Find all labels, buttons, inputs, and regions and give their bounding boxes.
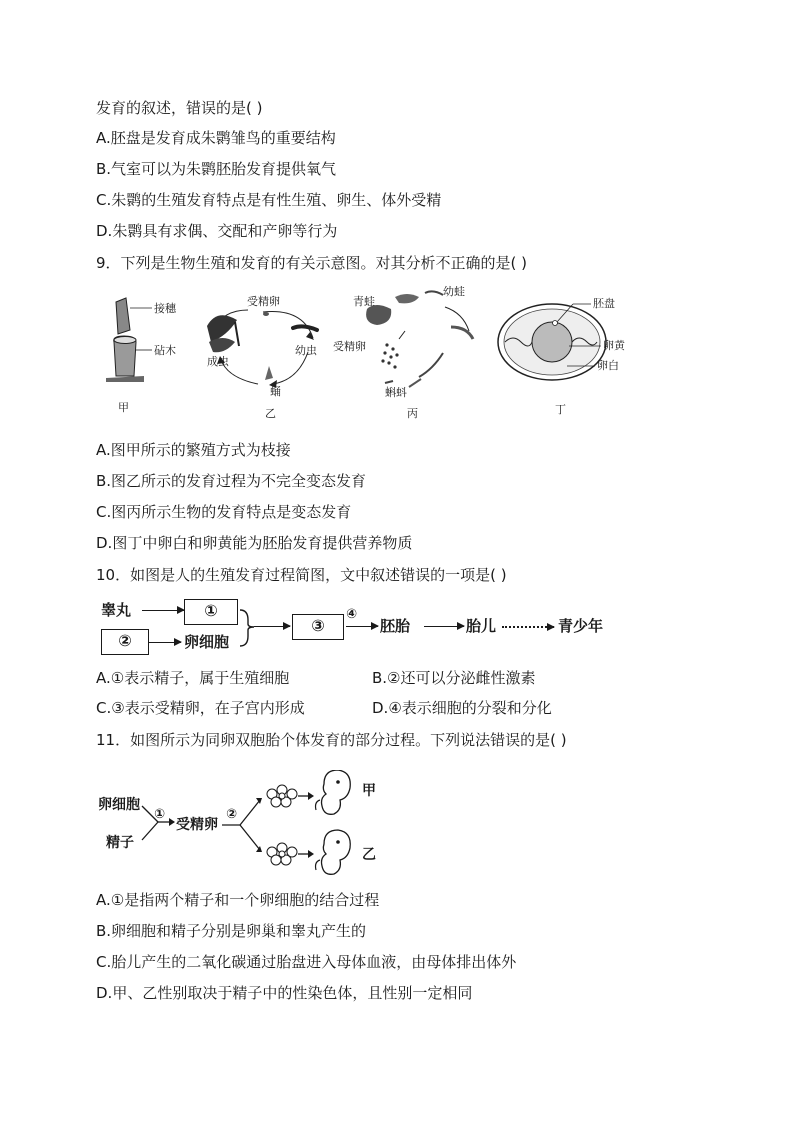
label-teen: 青少年 [558,617,604,635]
q9-option-a: A.图甲所示的繁殖方式为枝接 [96,441,291,459]
label-zygote: 受精卵 [176,817,218,833]
label-yolk: 卵黄 [603,339,625,352]
box-2: ② [101,629,149,655]
label-step-1: ① [154,807,166,822]
box-1: ① [184,599,238,625]
q9-stem: 9．下列是生物生殖和发育的有关示意图。对其分析不正确的是( ) [96,254,528,272]
arrow-testis-to-1 [142,610,184,611]
label-larva: 幼虫 [295,344,317,357]
q8-option-a: A.胚盘是发育成朱鹮雏鸟的重要结构 [96,129,336,147]
label-fetus: 胎儿 [466,617,497,635]
caption-ding: 丁 [555,403,566,416]
label-frog: 青蛙 [353,295,375,308]
q11-option-c: C.胎儿产生的二氧化碳通过胎盘进入母体血液，由母体排出体外 [96,953,517,971]
arrow-embryo-to-fetus [424,626,464,627]
q9-figure-ding [495,290,635,425]
q9-option-c: C.图丙所示生物的发育特点是变态发育 [96,503,352,521]
q9-option-d: D.图丁中卵白和卵黄能为胚胎发育提供营养物质 [96,534,413,552]
q11-figure [96,760,396,880]
q10-option-c: C.③表示受精卵，在子宫内形成 [96,699,305,717]
q11-stem: 11．如图所示为同卵双胞胎个体发育的部分过程。下列说法错误的是( ) [96,731,567,749]
label-embryo: 胚胎 [380,617,411,635]
label-tadpole: 蝌蚪 [385,386,407,399]
label-step-4: ④ [346,607,358,622]
label-twin-jia: 甲 [362,783,376,799]
label-rootstock: 砧木 [154,344,176,357]
q9-figure-jia [104,290,194,420]
label-albumen: 卵白 [597,359,619,372]
label-sperm: 精子 [106,835,134,851]
label-adult: 成虫 [207,355,229,368]
label-egg-cell: 卵细胞 [184,633,230,651]
label-frog-egg: 受精卵 [333,340,366,353]
q9-option-b: B.图乙所示的发育过程为不完全变态发育 [96,472,367,490]
q10-option-b: B.②还可以分泌雌性激素 [372,669,536,687]
label-froglet: 幼蛙 [443,285,465,298]
arrow-3-to-embryo [346,626,378,627]
caption-yi: 乙 [265,407,276,420]
label-scion: 接穗 [154,302,176,315]
merge-brace [238,606,256,648]
q9-figure-yi [203,290,333,420]
label-zygote: 受精卵 [247,295,280,308]
q9-figure-bing [333,283,493,423]
box-3: ③ [292,614,344,640]
q11-option-d: D.甲、乙性别取决于精子中的性染色体，且性别一定相同 [96,984,473,1002]
q11-option-b: B.卵细胞和精子分别是卵巢和睾丸产生的 [96,922,367,940]
label-pupa: 蛹 [270,385,281,398]
label-blastodisc: 胚盘 [593,297,615,310]
caption-jia: 甲 [118,401,129,414]
label-twin-yi: 乙 [362,847,376,863]
q8-option-d: D.朱鹮具有求偶、交配和产卵等行为 [96,222,338,240]
arrow-to-3 [254,626,290,627]
q11-option-a: A.①是指两个精子和一个卵细胞的结合过程 [96,891,380,909]
q10-option-d: D.④表示细胞的分裂和分化 [372,699,552,717]
q8-option-c: C.朱鹮的生殖发育特点是有性生殖、卵生、体外受精 [96,191,442,209]
label-step-2: ② [226,807,238,822]
q10-stem: 10．如图是人的生殖发育过程简图，文中叙述错误的一项是( ) [96,566,507,584]
q8-stem-tail: 发育的叙述，错误的是( ) [96,99,263,117]
arrow-2-to-egg [149,642,181,643]
grafting-illustration [104,290,194,390]
q10-option-a: A.①表示精子，属于生殖细胞 [96,669,290,687]
label-testis: 睾丸 [101,601,132,619]
label-egg-cell: 卵细胞 [98,797,140,813]
q8-option-b: B.气室可以为朱鹮胚胎发育提供氧气 [96,160,337,178]
caption-bing: 丙 [407,407,418,420]
q10-figure [96,596,616,658]
dotted-arrow-to-teen [502,626,554,628]
